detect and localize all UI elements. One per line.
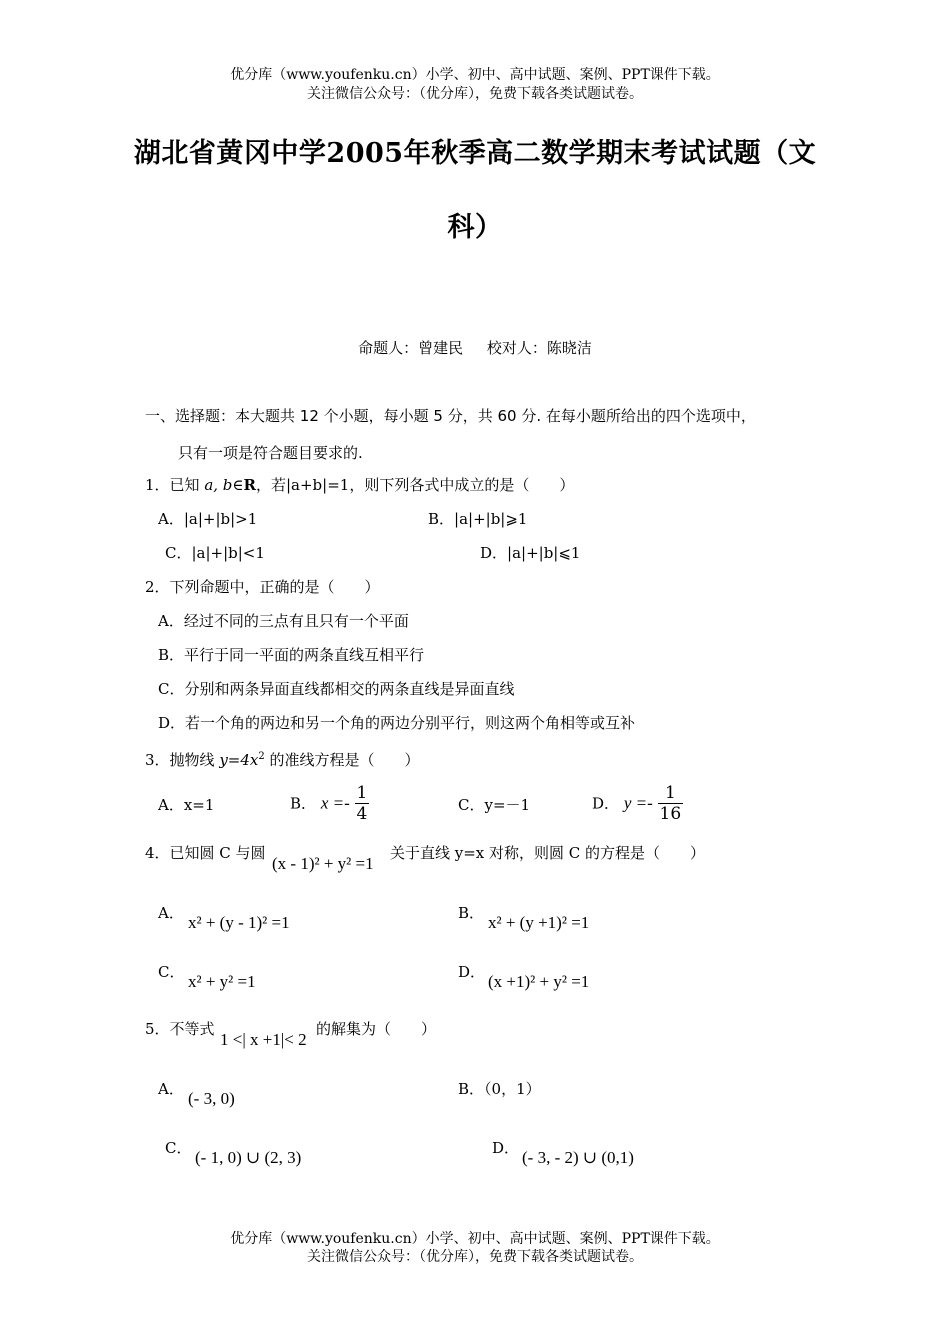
q2-option-d: D．若一个角的两边和另一个角的两边分别平行，则这两个角相等或互补 [158,714,636,732]
header-line-1: 优分库（www.youfenku.cn）小学、初中、高中试题、案例、PPT课件下载。 [230,67,720,83]
q4-circle-equation: (x - 1)² + y² =1 [272,854,374,873]
q4-option-d-label: D． [458,963,486,981]
q2-option-b: B．平行于同一平面的两条直线互相平行 [158,646,425,664]
q5-inequality: 1 <| x +1|< 2 [220,1030,307,1049]
q1-stem [145,476,574,494]
q1-stem-mid: ∈ [232,476,244,494]
q4-stem-pre: 4．已知圆 C 与圆 [145,844,266,862]
q3-option-b-label: B． [290,794,317,813]
q3-stem-pre: 3．抛物线 [145,751,220,769]
q5-stem-pre: 5．不等式 [145,1020,215,1038]
q3-option-d-label: D． [592,794,620,813]
q3-option-b [290,783,369,824]
authors-line: 命题人：曾建民 校对人：陈晓洁 [358,339,592,357]
footer-line-1: 优分库（www.youfenku.cn）小学、初中、高中试题、案例、PPT课件下载。 [230,1231,720,1247]
section-instructions-line-1: 一、选择题：本大题共 12 个小题，每小题 5 分，共 60 分. 在每小题所给出的四个选项中， [145,407,756,425]
q5-option-a-value: (- 3, 0) [188,1089,235,1108]
q1-set-r: R [243,476,256,494]
q3-option-d-numerator: 1 [658,783,684,804]
q5-option-d-label: D． [492,1139,520,1157]
q3-option-a: A．x=1 [158,796,215,814]
q3-option-d-lhs: y =- [623,793,653,813]
q2-option-a: A．经过不同的三点有且只有一个平面 [158,612,409,630]
section-instructions-line-2: 只有一项是符合题目要求的. [178,444,363,462]
q3-option-b-denominator: 4 [356,804,368,824]
q1-option-b: B．|a|+|b|⩾1 [428,510,528,528]
q1-option-d: D．|a|+|b|⩽1 [480,544,581,562]
q3-stem-post: 的准线方程是（ ） [264,751,420,769]
q4-stem-post: 关于直线 y=x 对称，则圆 C 的方程是（ ） [390,844,706,862]
q3-option-b-fraction [355,783,370,824]
page-title-line-1: 湖北省黄冈中学2005年秋季高二数学期末考试试题（文 [133,138,817,169]
q4-option-a-label: A． [158,904,184,922]
q3-option-c: C．y=－1 [458,796,531,814]
q4-option-c-equation: x² + y² =1 [188,972,256,991]
q1-option-a: A．|a|+|b|>1 [158,510,258,528]
q2-option-c: C．分别和两条异面直线都相交的两条直线是异面直线 [158,680,515,698]
q5-stem-post: 的解集为（ ） [316,1020,437,1038]
q2-stem: 2．下列命题中，正确的是（ ） [145,578,380,596]
q3-option-d-denominator: 16 [659,804,682,824]
q4-option-b-label: B． [458,904,485,922]
q5-option-a-label: A． [158,1080,184,1098]
q1-vars: a, b [204,476,233,494]
q4-option-c-label: C． [158,963,185,981]
q5-option-d-value: (- 3, - 2) ∪ (0,1) [522,1148,634,1167]
q3-stem [145,748,420,769]
q3-option-b-numerator: 1 [356,783,368,803]
q1-stem-post: ，若|a+b|=1，则下列各式中成立的是（ ） [255,476,575,494]
q3-exponent: 2 [258,751,265,762]
q5-option-c-value: (- 1, 0) ∪ (2, 3) [195,1148,302,1167]
q1-option-c: C．|a|+|b|<1 [165,544,265,562]
q5-option-c-label: C． [165,1139,192,1157]
page-title-line-2: 科） [447,212,503,243]
q4-option-a-equation: x² + (y - 1)² =1 [188,913,290,932]
q3-option-d-fraction [658,783,684,824]
header-line-2: 关注微信公众号：（优分库），免费下载各类试题试卷。 [307,86,643,102]
footer-line-2: 关注微信公众号：（优分库），免费下载各类试题试卷。 [307,1249,643,1265]
q1-stem-pre: 1．已知 [145,476,205,494]
q5-option-b: B．（0，1） [458,1080,541,1098]
q3-equation: y=4x [219,751,259,769]
q4-option-d-equation: (x +1)² + y² =1 [488,972,590,991]
q3-option-d [592,783,683,824]
q3-option-b-lhs: x =- [320,793,350,813]
q4-option-b-equation: x² + (y +1)² =1 [488,913,590,932]
